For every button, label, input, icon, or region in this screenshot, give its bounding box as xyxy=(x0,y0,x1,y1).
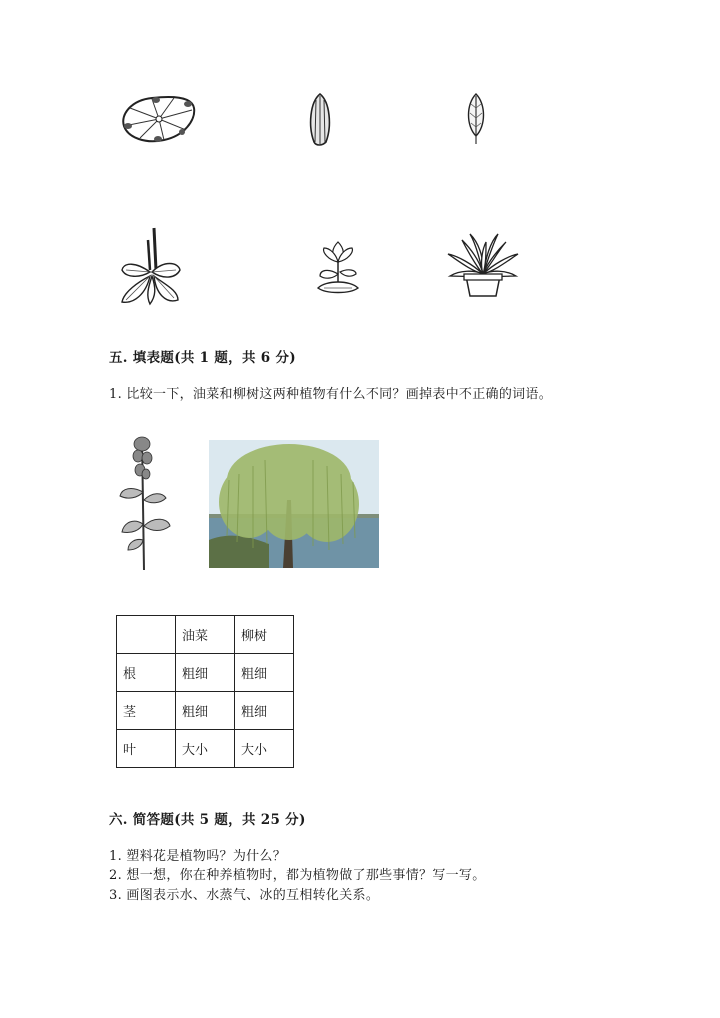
section-five-heading: 五. 填表题(共 1 题，共 6 分) xyxy=(109,350,296,366)
table-cell[interactable]: 大小 xyxy=(235,730,294,768)
plantain-plant-icon xyxy=(116,226,184,306)
table-row xyxy=(117,730,294,768)
table-header-row xyxy=(117,616,294,654)
lotus-flower-icon xyxy=(314,240,362,296)
rapeseed-plant-icon xyxy=(116,434,172,574)
comparison-table xyxy=(116,615,294,768)
table-cell[interactable]: 粗细 xyxy=(235,654,294,692)
section-five-question: 1. 比较一下，油菜和柳树这两种植物有什么不同？画掉表中不正确的词语。 xyxy=(109,387,553,402)
table-cell[interactable]: 大小 xyxy=(176,730,235,768)
leaf-icon xyxy=(462,92,490,146)
table-row-label: 叶 xyxy=(117,730,176,768)
section-six-heading: 六. 简答题(共 5 题，共 25 分) xyxy=(109,812,306,828)
short-answer-question: 1. 塑料花是植物吗？为什么？ xyxy=(109,849,287,864)
potted-plant-icon xyxy=(446,230,520,302)
table-header-cell: 油菜 xyxy=(176,616,235,654)
short-answer-question: 2. 想一想，你在种养植物时，都为植物做了那些事情？写一写。 xyxy=(109,868,486,883)
table-row-label: 茎 xyxy=(117,692,176,730)
table-row xyxy=(117,654,294,692)
lotus-leaf-icon xyxy=(118,92,198,148)
table-cell[interactable]: 粗细 xyxy=(176,692,235,730)
table-row-label: 根 xyxy=(117,654,176,692)
table-cell xyxy=(117,616,176,654)
willow-tree-photo xyxy=(209,440,379,568)
seed-pod-icon xyxy=(306,92,334,148)
table-cell[interactable]: 粗细 xyxy=(176,654,235,692)
table-row xyxy=(117,692,294,730)
table-header-cell: 柳树 xyxy=(235,616,294,654)
short-answer-question: 3. 画图表示水、水蒸气、冰的互相转化关系。 xyxy=(109,888,380,903)
table-cell[interactable]: 粗细 xyxy=(235,692,294,730)
